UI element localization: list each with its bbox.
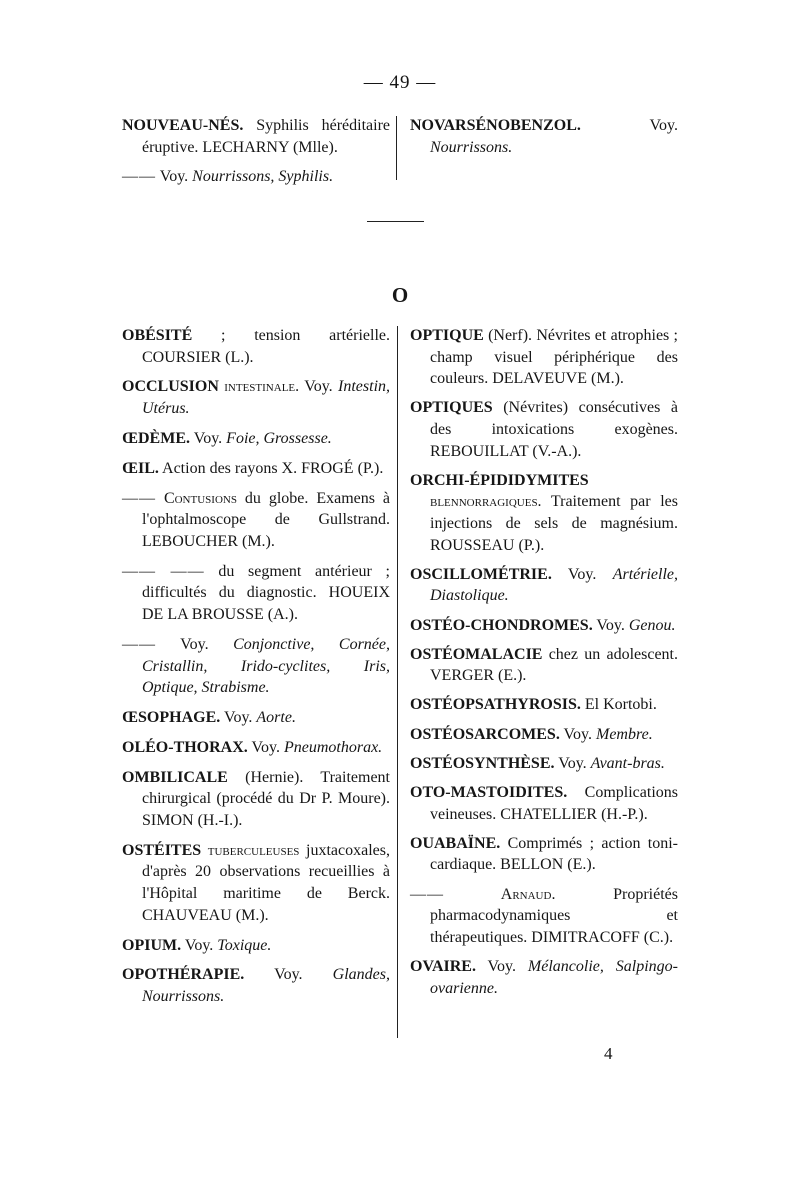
headword: OTO-MASTOIDITES. — [410, 784, 568, 802]
headword: OUABAÏNE. — [410, 834, 501, 852]
cross-reference: Toxique. — [217, 936, 272, 954]
section-letter: O — [391, 283, 409, 307]
right-column — [410, 325, 678, 1007]
page-number: — 49 — — [363, 72, 437, 93]
cross-reference: Glandes, Nourrissons. — [142, 966, 390, 1005]
headword: OSTÉOSARCOMES. — [410, 725, 560, 743]
entry-text: Voy. — [190, 429, 227, 447]
entry-text: Voy. — [475, 957, 528, 975]
cross-reference: Avant-bras. — [590, 754, 665, 772]
headword: OPTIQUES — [410, 399, 493, 417]
small-caps-term: Contusions — [156, 489, 237, 507]
headword: OSTÉOPSATHYROSIS. — [410, 696, 581, 714]
index-entry — [410, 694, 678, 716]
index-entry — [122, 115, 390, 158]
index-entry — [410, 956, 678, 999]
headword: OPTIQUE — [410, 327, 484, 344]
headword: OPOTHÉRAPIE. — [122, 966, 245, 984]
index-entry — [410, 397, 678, 462]
entry-text: Voy. — [156, 168, 193, 186]
index-entry — [122, 767, 390, 832]
headword: OSTÉO-CHONDROMES. — [410, 616, 593, 634]
index-entry — [410, 724, 678, 746]
entry-dash: —— — [122, 168, 156, 186]
index-entry — [410, 782, 678, 825]
cross-reference: Pneumothorax. — [283, 738, 383, 756]
small-caps-term: Arnaud. — [444, 885, 556, 903]
entry-text: Voy. — [247, 738, 284, 756]
entry-text: Voy. — [559, 725, 596, 743]
entry-text: Voy. — [299, 378, 339, 396]
index-entry — [122, 458, 390, 480]
entry-text: Complications veineuses. CHATELLIER (H.-P.). — [430, 784, 678, 823]
entry-text: El Kortobi. — [580, 696, 657, 714]
headword: OBÉSITÉ — [122, 327, 193, 344]
entry-text: Action des rayons X. FROGÉ (P.). — [158, 459, 384, 477]
entry-text: Voy. — [156, 635, 234, 653]
index-entry — [410, 884, 678, 949]
entry-text: Comprimés ; action toni-cardiaque. BELLON (E.). — [430, 834, 678, 874]
cross-reference: Intestin, Utérus. — [142, 378, 391, 418]
headword: OCCLUSION — [122, 378, 219, 396]
index-entry — [122, 488, 390, 553]
signature-mark: 4 — [604, 1044, 613, 1063]
index-entry — [410, 753, 678, 775]
index-entry — [410, 615, 678, 637]
index-entry — [122, 166, 390, 188]
entry-dash: —— —— — [122, 562, 205, 580]
column-divider-top — [396, 116, 397, 180]
headword: OMBILICALE — [122, 768, 228, 786]
entry-text: Propriétés pharmacodynamiques et thérapeutiques. DIMITRACOFF (C.). — [430, 885, 678, 946]
entry-text: Voy. — [244, 966, 333, 984]
top-left-column — [122, 115, 390, 196]
entry-text: (Nerf). Névrites et atrophies ; champ visuel périphérique des couleurs. DELAVEUVE (M.). — [430, 327, 678, 388]
index-entry — [410, 833, 678, 876]
index-entry — [122, 428, 390, 450]
cross-reference: Nourrissons, Syphilis. — [192, 168, 334, 186]
headword: OPIUM. — [122, 936, 182, 954]
index-entry — [410, 644, 678, 687]
entry-text: (Névrites) consécutives à des intoxications exogènes. REBOUILLAT (V.-A.). — [430, 399, 678, 460]
entry-dash: —— — [122, 635, 156, 653]
cross-reference: Foie, Grossesse. — [226, 429, 332, 447]
headword: ORCHI-ÉPIDIDYMITES — [410, 471, 589, 489]
headword: ŒSOPHAGE. — [122, 708, 221, 726]
entry-text: Voy. — [181, 936, 218, 954]
headword: NOVARSÉNOBENZOL. — [410, 117, 581, 134]
cross-reference: Aorte. — [256, 708, 296, 726]
entry-text: Voy. — [580, 117, 678, 134]
cross-reference: Membre. — [595, 725, 653, 743]
headword: NOUVEAU-NÉS. — [122, 117, 244, 134]
cross-reference: Conjonctive, Cornée, Cristallin, Irido-cyclites, Iris, Optique, Strabisme. — [142, 635, 390, 697]
entry-text: (Hernie). Traitement chirurgical (procédé du Dr P. Moure). SIMON (H.-I.). — [142, 768, 390, 829]
headword: ŒDÈME. — [122, 429, 190, 447]
headword: OLÉO-THORAX. — [122, 738, 248, 756]
entry-text: Voy. — [551, 565, 613, 583]
entry-text: Syphilis héréditaire éruptive. LECHARNY (Mlle). — [142, 117, 390, 156]
small-caps-term: tuberculeuses — [201, 841, 300, 859]
entry-text: du globe. Examens à l'ophtalmoscope de Gullstrand. LEBOUCHER (M.). — [142, 489, 390, 550]
cross-reference: Mélancolie, Salpingo-ovarienne. — [430, 957, 679, 997]
entry-text: Voy. — [554, 754, 591, 772]
headword: OSTÉOSYNTHÈSE. — [410, 754, 555, 772]
index-entry — [122, 840, 390, 926]
index-entry — [410, 470, 678, 556]
entry-text: du segment antérieur ; difficultés du diagnostic. HOUEIX DE LA BROUSSE (A.). — [142, 562, 391, 624]
headword: OSCILLOMÉTRIE. — [410, 565, 552, 583]
index-entry — [122, 737, 390, 759]
cross-reference: Artérielle, Diastolique. — [430, 565, 678, 605]
entry-text: Voy. — [592, 616, 629, 634]
entry-text: Traitement par les injections de sels de magnésium. ROUSSEAU (P.). — [430, 493, 678, 554]
index-entry — [122, 935, 390, 957]
small-caps-term: blennorragiques. — [430, 493, 542, 511]
entry-text: ; tension artérielle. COURSIER (L.). — [142, 327, 390, 366]
headword: ŒIL. — [122, 459, 159, 477]
column-divider — [397, 326, 398, 1038]
entry-text: juxtacoxales, d'après 20 observations recueillies à l'Hôpital maritime de Berck. CHAUVEAU (M.). — [142, 841, 390, 924]
index-entry — [122, 376, 390, 419]
index-entry — [122, 707, 390, 729]
cross-reference: Nourrissons. — [430, 138, 513, 156]
top-right-column — [410, 115, 678, 166]
small-caps-term: intestinale. — [218, 378, 300, 396]
left-column — [122, 325, 390, 1016]
entry-text: chez un adolescent. VERGER (E.). — [430, 645, 678, 685]
index-entry — [122, 325, 390, 368]
entry-dash: —— — [410, 885, 444, 903]
entry-dash: —— — [122, 489, 156, 507]
headword: OSTÉITES — [122, 841, 202, 859]
section-rule — [367, 221, 424, 222]
index-entry — [410, 325, 678, 390]
index-entry — [410, 564, 678, 607]
index-entry — [122, 561, 390, 626]
entry-text: Voy. — [220, 708, 257, 726]
index-entry — [122, 964, 390, 1007]
headword: OVAIRE. — [410, 957, 476, 975]
index-entry — [122, 634, 390, 699]
headword: OSTÉOMALACIE — [410, 645, 543, 663]
cross-reference: Genou. — [628, 616, 676, 634]
index-entry — [410, 115, 678, 158]
